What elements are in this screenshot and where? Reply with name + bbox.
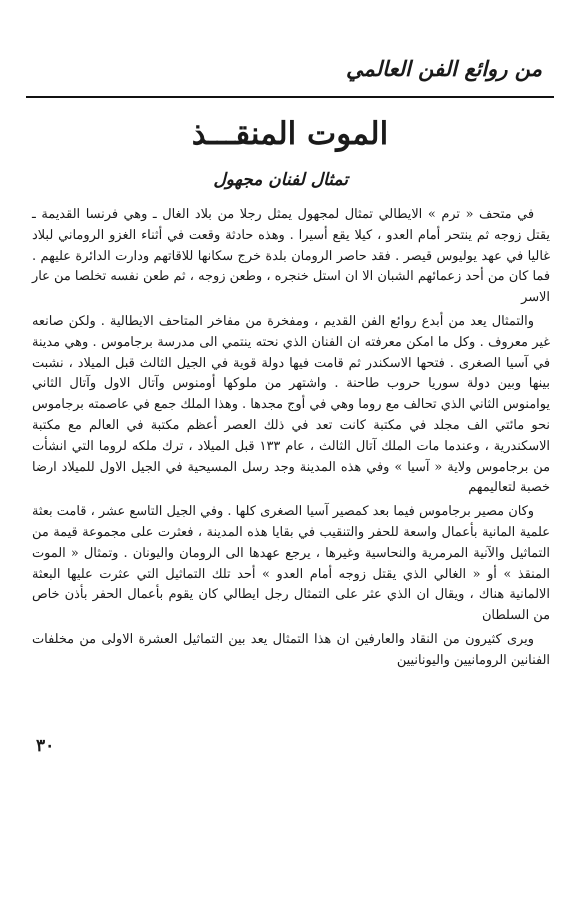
article-subtitle: تمثال لفنان مجهول [213, 170, 348, 190]
header-rule [26, 96, 554, 98]
article-body [32, 205, 550, 675]
paragraph: وكان مصير برجاموس فيما بعد كمصير آسيا الصغرى كلها . وفي الجيل التاسع عشر ، قامت بعثة علمية المانية بأعمال واسعة للحفر والتنقيب في بقايا هذه المدينة ، فعثرت على مجموعة قيمة من التماثيل والآنية المرمرية والنحاسية وغيرها ، يرجع عهدها الى الرومان واليونان . وتمثال « الموت المنقذ » أو « الغالي الذي يقتل زوجه أمام العدو » أحد تلك التماثيل التي عثرت عليها البعثة الالمانية هناك ، ويقال ان الذي عثر على التمثال رجل ايطالي كان يقوم بأعمال الحفر بأذن خاص من السلطان [32, 504, 550, 624]
page-number: ٣٠ [36, 736, 55, 756]
series-header: من روائع الفن العالمي [346, 56, 542, 81]
paragraph: في متحف « ترم » الايطالي تمثال لمجهول يمثل رجلا من بلاد الغال ـ وهي فرنسا القديمة ـ يقتل زوجه ثم ينتحر أمام العدو ، كيلا يقع أسيرا . وهذه حادثة وقعت في أثناء الغزو الروماني لبلاد غاليا في عهد يوليوس قيصر . فقد حاصر الرومان بلدة خرج سكانها للاقاتهم ودارت الدائرة عليهم . فما كان من أحد زعمائهم الشبان الا ان استل خنجره ، وطعن زوجه ، ثم طعن نفسه تخلصا من عار الاسر [32, 207, 550, 306]
article-title: الموت المنقـــذ [191, 116, 389, 152]
paragraph: والتمثال يعد من أبدع روائع الفن القديم ، ومفخرة من مفاخر المتاحف الايطالية . ولكن صانعه غير معروف . وكل ما امكن معرفته ان الفنان الذي نحته ينتمي الى مدرسة برجاموس . وهي مدينة في آسيا الصغرى . فتحها الاسكندر ثم قامت فيها دولة قوية في الجيل الثالث قبل الميلاد ، نشبت بينها وبين دولة سوريا حروب طاحنة . واشتهر من ملوكها أومنوس وآتال الاول وآتال الثاني يوامنوس الثاني الذي تحالف مع روما وهي في أوج مجدها . وهذا الملك جمع في عاصمته برجاموس نحو مائتي الف مجلد في مكتبة كانت تعد في ذلك العصر أعظم مكتبة في العالم مع مكتبة الاسكندرية ، وعندما مات الملك آتال الثالث ، عام ١٣٣ قبل الميلاد ، ترك ملكه لروما التي انشأت من برجاموس ولاية « آسيا » وفي هذه المدينة وجد رسل المسيحية في الجيل الاول للميلاد ارضا خصبة لتعاليمهم [32, 313, 551, 496]
paragraph: ويرى كثيرون من النقاد والعارفين ان هذا التمثال يعد بين التماثيل العشرة الاولى من مخلفات الفنانين الرومانيين واليونانيين [32, 631, 550, 668]
